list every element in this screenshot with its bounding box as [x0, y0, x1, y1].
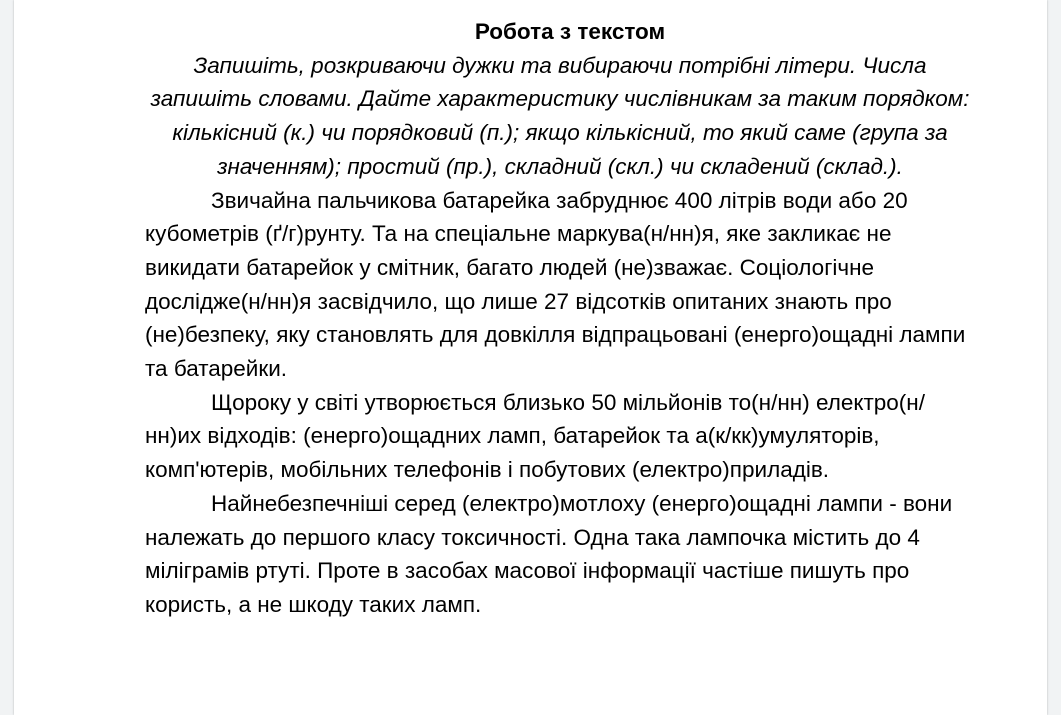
paragraph-1: Звичайна пальчикова батарейка забруднює 400 літрів води або 20 кубометрів (ґ/г)рунту. Та на спеціальне маркува(н/нн)я, яке закликає не викидати батарейок у смітник, багато людей (не)зважає. Соціологічне дослідже(н/нн)я засвідчило, що лише 27 відсотків опитаних знають про (не)безпеку, яку становлять для довкілля відпрацьовані (енерго)ощадні лампи та батарейки. — [145, 187, 966, 382]
task-instructions: Запишіть, розкриваючи дужки та вибираючи потрібні літери. Числа запишіть словами. Дайте характеристику числівникам за таким порядком: кількісний (к.) чи порядковий (п.); якщо кількісний, то який саме (група за значенням); простий (пр.), складний (скл.) чи складений (склад.). — [150, 52, 970, 179]
paragraph-3: Найнебезпечніші серед (електро)мотлоху (енерго)ощадні лампи - вони належать до першого класу токсичності. Одна така лампочка містить до 4 міліграмів ртуті. Проте в засобах масової інформації частіше пишуть про користь, а не шкоду таких ламп. — [145, 490, 953, 617]
document-page — [14, 0, 1047, 715]
document-title: Робота з текстом — [474, 19, 666, 44]
paragraph-2: Щороку у світі утворюється близько 50 мільйонів то(н/нн) електро(н/нн)их відходів: (енерго)ощадних ламп, батарейок та а(к/кк)умуляторів, комп'ютерів, мобільних телефонів і побутових (електро)приладів. — [145, 389, 925, 483]
document-body — [145, 15, 975, 622]
